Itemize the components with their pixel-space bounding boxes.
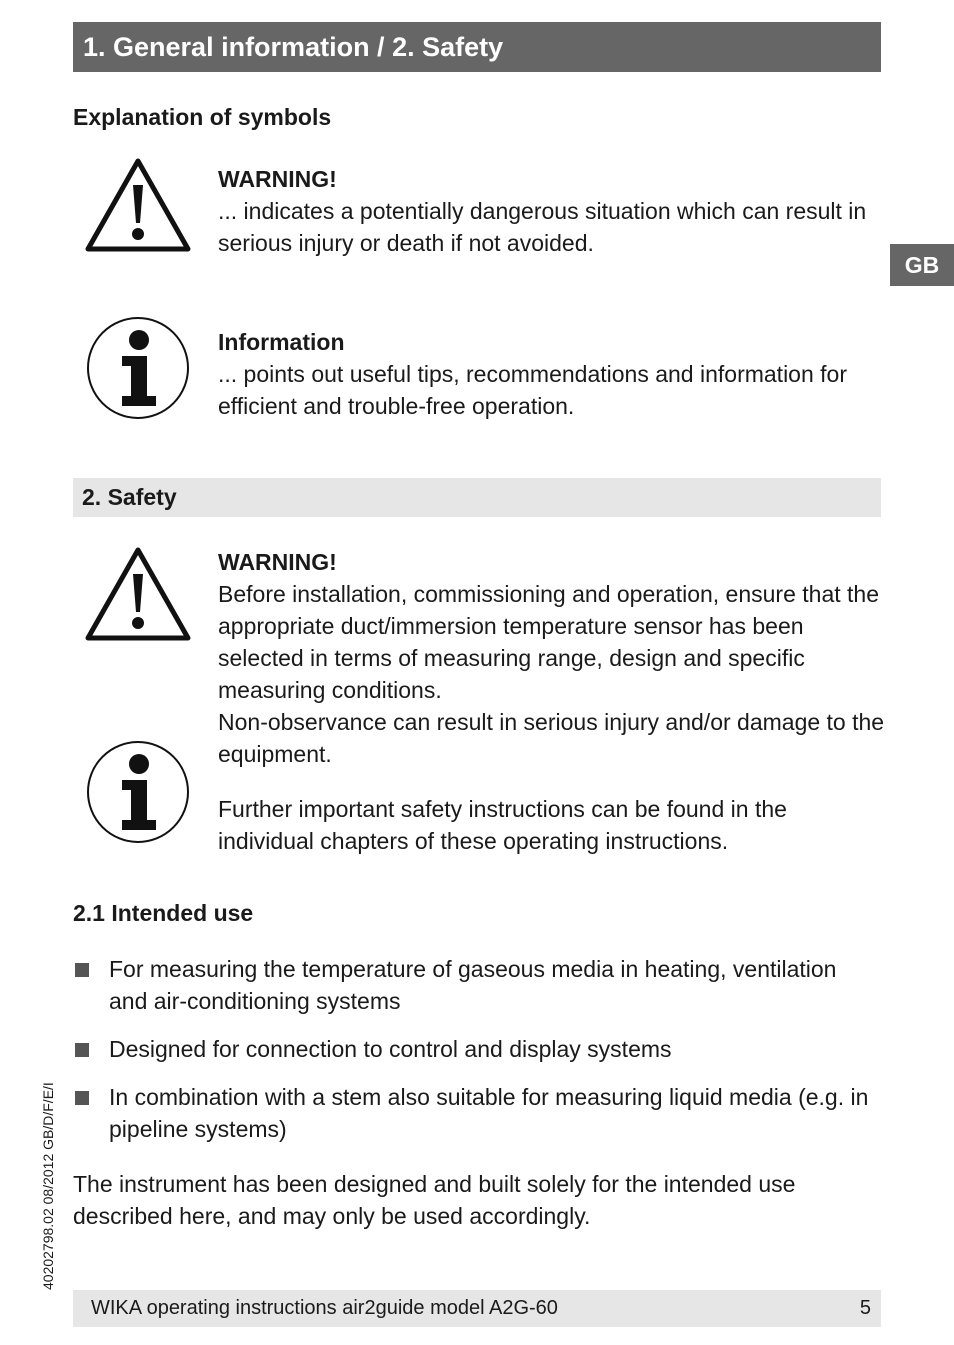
safety-warning-consequence: Non-observance can result in serious injury and/or damage to the equipment. [218,709,885,767]
footer-text: WIKA operating instructions air2guide model A2G-60 [91,1297,558,1319]
language-tab: GB [890,244,954,286]
list-item-text: In combination with a stem also suitable for measuring liquid media (e.g. in pipeline systems) [109,1084,869,1142]
warning-title: WARNING! [218,166,337,192]
list-item [73,953,881,1017]
warning-description: ... indicates a potentially dangerous situation which can result in serious injury or death if not avoided. [218,198,867,256]
bullet-square-icon [75,963,89,977]
intended-use-list [73,953,881,1161]
intended-use-closing: The instrument has been designed and built solely for the intended use described here, and may only be used accordingly. [73,1171,796,1229]
bullet-square-icon [75,1043,89,1057]
list-item-text: For measuring the temperature of gaseous media in heating, ventilation and air-conditioning systems [109,956,837,1014]
list-item-text: Designed for connection to control and display systems [109,1036,672,1062]
bullet-square-icon [75,1091,89,1105]
warning-triangle-icon [84,157,192,253]
information-description: ... points out useful tips, recommendations and information for efficient and trouble-free operation. [218,361,847,419]
list-item [73,1033,881,1065]
symbol-information-block [218,326,878,422]
list-item [73,1081,881,1145]
information-icon [86,316,190,420]
safety-heading: 2. Safety [73,478,881,517]
page-number: 5 [859,1297,871,1319]
page-title: 1. General information / 2. Safety [73,22,881,72]
information-icon [86,740,190,844]
safety-warning-title: WARNING! [218,549,337,575]
page-footer [73,1290,881,1327]
warning-triangle-icon [84,546,192,642]
safety-warning-block [218,546,888,770]
symbol-warning-block [218,163,878,259]
intended-use-heading: 2.1 Intended use [73,900,254,926]
safety-warning-text: Before installation, commissioning and operation, ensure that the appropriate duct/immersion temperature sensor has been selected in terms of measuring range, design and specific measuring conditions. [218,581,880,703]
information-title: Information [218,329,345,355]
symbols-heading: Explanation of symbols [73,104,332,130]
safety-info-text: Further important safety instructions can be found in the individual chapters of these operating instructions. [218,796,787,854]
document-code: 40202798.02 08/2012 GB/D/F/E/I [40,1082,56,1290]
